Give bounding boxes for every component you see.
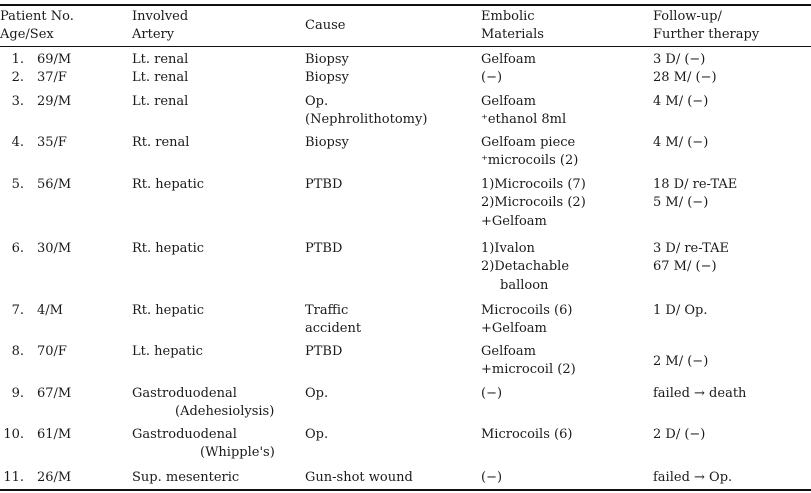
- embolic-materials-additional: ⁺ethanol 8ml: [481, 112, 567, 127]
- patient-number: 1.: [11, 52, 24, 67]
- age-sex: 70/F: [37, 344, 67, 359]
- embolic-materials: Gelfoam: [481, 94, 536, 109]
- embolic-materials-second: 2)Microcoils (2): [481, 195, 586, 210]
- embolic-materials-additional: ⁺microcoils (2): [481, 153, 579, 168]
- patient-number: 11.: [3, 470, 24, 485]
- involved-artery: Lt. renal: [132, 52, 189, 67]
- cause: Biopsy: [305, 135, 349, 150]
- header-follow-up: Follow-up/: [653, 9, 722, 24]
- age-sex: 26/M: [37, 470, 72, 485]
- embolic-materials-additional: +Gelfoam: [481, 321, 547, 336]
- table-row: [0, 385, 811, 425]
- table-row: [0, 240, 811, 293]
- age-sex: 61/M: [37, 427, 72, 442]
- embolic-materials-third: balloon: [500, 278, 549, 293]
- cause: Gun-shot wound: [305, 470, 413, 485]
- follow-up: 4 M/ (−): [653, 135, 709, 150]
- age-sex: 67/M: [37, 386, 72, 401]
- follow-up: 4 M/ (−): [653, 94, 709, 109]
- embolic-materials: Gelfoam: [481, 52, 536, 67]
- involved-artery: Rt. hepatic: [132, 303, 205, 318]
- header-materials: Materials: [481, 27, 544, 42]
- involved-artery-detail: (Whipple's): [200, 445, 275, 460]
- involved-artery: Gastroduodenal: [132, 427, 237, 442]
- involved-artery: Lt. renal: [132, 94, 189, 109]
- table-row: [0, 176, 811, 229]
- follow-up-second: 5 M/ (−): [653, 195, 709, 210]
- embolic-materials-second: 2)Detachable: [481, 259, 570, 274]
- embolic-materials: Microcoils (6): [481, 427, 573, 442]
- embolic-materials: 1)Microcoils (7): [481, 177, 586, 192]
- follow-up: 3 D/ (−): [653, 52, 706, 67]
- header-artery: Artery: [132, 27, 175, 42]
- involved-artery-detail: (Adehesiolysis): [175, 404, 275, 419]
- age-sex: 69/M: [37, 52, 72, 67]
- table-row: [0, 302, 811, 342]
- age-sex: 4/M: [37, 303, 63, 318]
- involved-artery: Rt. hepatic: [132, 241, 205, 256]
- involved-artery: Lt. hepatic: [132, 344, 203, 359]
- age-sex: 37/F: [37, 70, 67, 85]
- involved-artery: Rt. hepatic: [132, 177, 205, 192]
- involved-artery: Sup. mesenteric: [132, 470, 240, 485]
- follow-up: 1 D/ Op.: [653, 303, 708, 318]
- table-row: [0, 343, 811, 383]
- follow-up: 3 D/ re-TAE: [653, 241, 730, 256]
- table-row: [0, 93, 811, 133]
- header-rule: [0, 46, 811, 47]
- follow-up-second: 67 M/ (−): [653, 259, 717, 274]
- follow-up: 28 M/ (−): [653, 70, 717, 85]
- patient-number: 4.: [11, 135, 24, 150]
- header-cause: Cause: [305, 18, 346, 33]
- embolic-materials: (−): [481, 386, 503, 401]
- header-patient-no: Patient No.: [0, 9, 74, 24]
- embolic-materials-additional: +microcoil (2): [481, 362, 576, 377]
- age-sex: 30/M: [37, 241, 72, 256]
- embolic-materials: (−): [481, 470, 503, 485]
- cause: Op.: [305, 386, 329, 401]
- table-row: [0, 469, 811, 489]
- patient-number: 3.: [11, 94, 24, 109]
- involved-artery: Rt. renal: [132, 135, 190, 150]
- cause: PTBD: [305, 241, 343, 256]
- patient-number: 2.: [11, 70, 24, 85]
- patient-number: 7.: [11, 303, 24, 318]
- cause: Op.: [305, 94, 329, 109]
- table-top-rule: [0, 4, 811, 6]
- cause-detail: accident: [305, 321, 362, 336]
- table-bottom-rule: [0, 489, 811, 491]
- cause: PTBD: [305, 344, 343, 359]
- cause: Biopsy: [305, 70, 349, 85]
- follow-up: 2 M/ (−): [653, 354, 709, 369]
- header-embolic: Embolic: [481, 9, 535, 24]
- patient-number: 10.: [3, 427, 24, 442]
- cause: Op.: [305, 427, 329, 442]
- header-age-sex: Age/Sex: [0, 27, 54, 42]
- patient-number: 5.: [11, 177, 24, 192]
- header-involved: Involved: [132, 9, 189, 24]
- embolic-materials: Gelfoam piece: [481, 135, 576, 150]
- embolic-materials: Gelfoam: [481, 344, 536, 359]
- follow-up: failed → death: [653, 386, 747, 401]
- cause: Biopsy: [305, 52, 349, 67]
- table-row: [0, 134, 811, 174]
- patient-number: 8.: [11, 344, 24, 359]
- involved-artery: Gastroduodenal: [132, 386, 237, 401]
- embolic-materials: (−): [481, 70, 503, 85]
- follow-up: failed → Op.: [653, 470, 733, 485]
- follow-up: 2 D/ (−): [653, 427, 706, 442]
- patient-number: 9.: [11, 386, 24, 401]
- cause: Traffic: [305, 303, 349, 318]
- cause: PTBD: [305, 177, 343, 192]
- patient-number: 6.: [11, 241, 24, 256]
- involved-artery: Lt. renal: [132, 70, 189, 85]
- header-further-therapy: Further therapy: [653, 27, 760, 42]
- table-row: [0, 426, 811, 466]
- age-sex: 56/M: [37, 177, 72, 192]
- follow-up: 18 D/ re-TAE: [653, 177, 738, 192]
- age-sex: 35/F: [37, 135, 67, 150]
- embolic-materials: Microcoils (6): [481, 303, 573, 318]
- age-sex: 29/M: [37, 94, 72, 109]
- cause-detail: (Nephrolithotomy): [305, 112, 428, 127]
- embolic-materials-third: +Gelfoam: [481, 214, 547, 229]
- embolic-materials: 1)Ivalon: [481, 241, 535, 256]
